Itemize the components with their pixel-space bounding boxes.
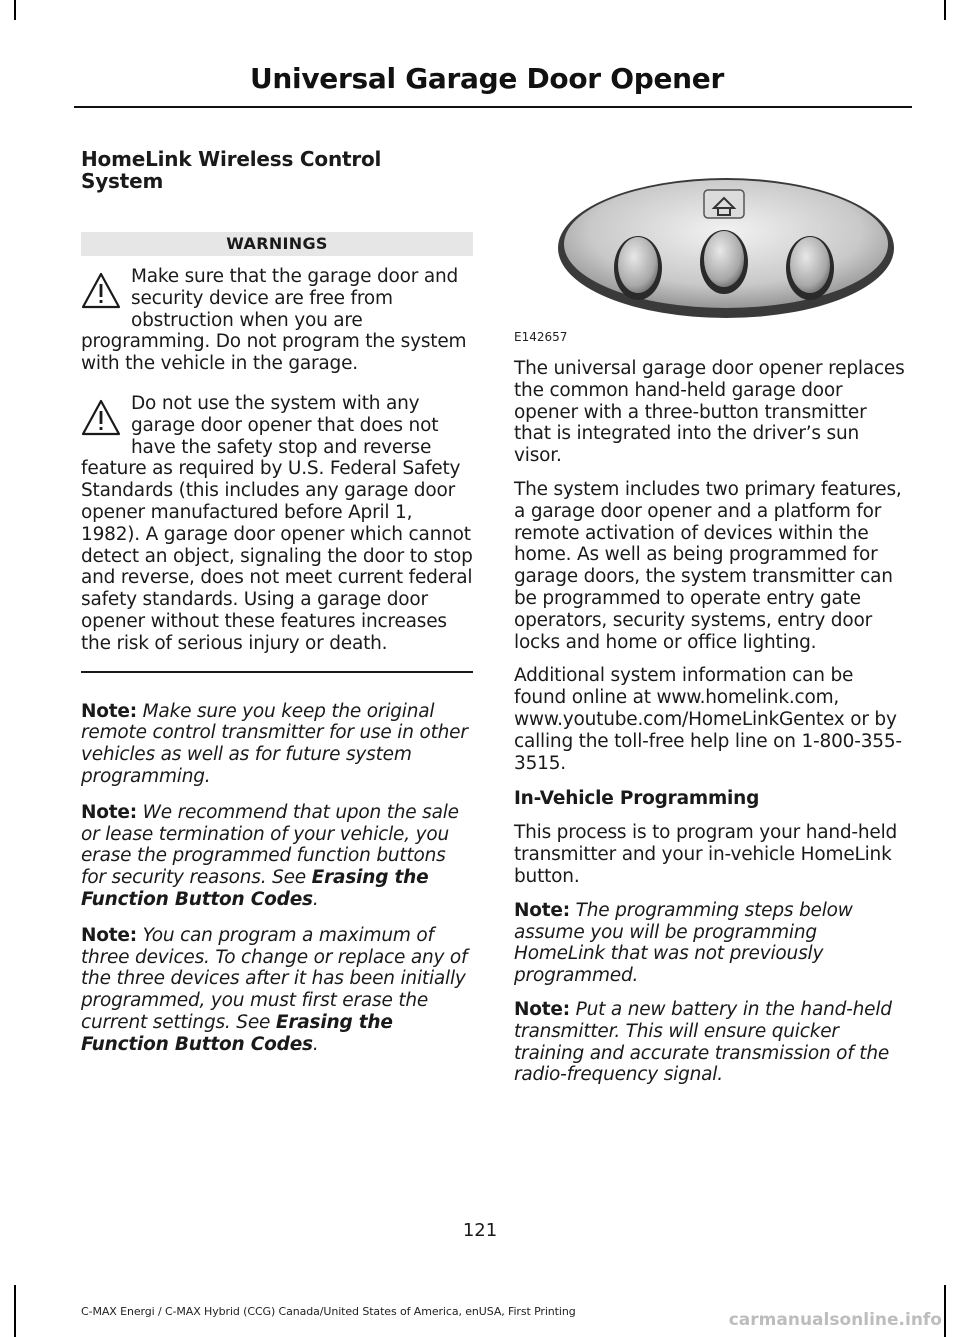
right-column [514, 358, 908, 1086]
crop-mark [14, 1285, 16, 1337]
homelink-house-icon [704, 190, 744, 218]
crop-mark [14, 0, 16, 20]
subheading: In-Vehicle Programming [514, 788, 760, 810]
warnings-heading: WARNINGS [81, 232, 473, 256]
warning-block [81, 266, 473, 375]
transmitter-button-1[interactable] [614, 236, 662, 300]
warnings-divider [81, 671, 473, 673]
transmitter-button-2[interactable] [700, 230, 748, 294]
section-title: HomeLink Wireless Control System [81, 147, 382, 193]
warning-text: Make sure that the garage door and security device are free from obstruction when you are programming. Do not program the system with the vehicle in the garage. [81, 266, 467, 375]
note: Note: We recommend that upon the sale or lease termination of your vehicle, you erase the programmed function buttons for security reasons. See Erasing the Function Button Codes. [81, 801, 459, 910]
crop-mark [944, 1285, 946, 1337]
paragraph: This process is to program your hand-held transmitter and your in-vehicle HomeLink button. [514, 822, 898, 887]
paragraph: Additional system information can be found online at www.homelink.com, www.youtube.com/HomeLinkGentex or by calling the toll-free help line on 1-800-355-3515. [514, 665, 902, 774]
transmitter-button-3[interactable] [786, 236, 834, 300]
paragraph: The system includes two primary features, a garage door opener and a platform for remote activation of devices within the home. As well as being programmed for garage doors, the system transmitter can be programmed to operate entry gate operators, security systems, entry door locks and home or office lighting. [514, 478, 902, 653]
note: Note: The programming steps below assume you will be programming HomeLink that was not previously programmed. [514, 899, 853, 987]
note: Note: Make sure you keep the original remote control transmitter for use in other vehicles as well as for future system programming. [81, 700, 468, 787]
warning-triangle-icon [81, 399, 121, 437]
header-divider [74, 106, 912, 108]
page-number: 121 [462, 1220, 498, 1241]
figure-code: E142657 [514, 330, 568, 344]
homelink-transmitter-illustration [554, 168, 898, 320]
crop-mark [944, 0, 946, 20]
note: Note: Put a new battery in the hand-held transmitter. This will ensure quicker training and accurate transmission of the radio-frequency signal. [514, 998, 892, 1086]
warning-block [81, 393, 473, 655]
cross-reference-link[interactable]: Erasing the Function Button Codes [81, 1011, 393, 1055]
warning-text: Do not use the system with any garage door opener that does not have the safety stop and reverse feature as required by U.S. Federal Safety Standards (this includes any garage door opener manufactured before April 1, 1982). A garage door opener which cannot detect an object, signaling the door to stop and reverse, does not meet current federal safety standards. Using a garage door opener without these features increases the risk of serious injury or death. [81, 392, 473, 654]
page-title: Universal Garage Door Opener [249, 62, 724, 95]
warning-triangle-icon [81, 272, 121, 310]
cross-reference-link[interactable]: Erasing the Function Button Codes [81, 867, 429, 910]
publication-footer: C-MAX Energi / C-MAX Hybrid (CCG) Canada/United States of America, enUSA, First Printing [81, 1305, 576, 1318]
paragraph: The universal garage door opener replaces the common hand-held garage door opener with a three-button transmitter that is integrated into the driver’s sun visor. [514, 358, 905, 467]
watermark: carmanualsonline.info [728, 1310, 942, 1330]
note: Note: You can program a maximum of three devices. To change or replace any of the three devices after it has been initially programmed, you must first erase the current settings. See Erasing the Function Button Codes. [81, 924, 468, 1055]
left-column [81, 148, 473, 1056]
